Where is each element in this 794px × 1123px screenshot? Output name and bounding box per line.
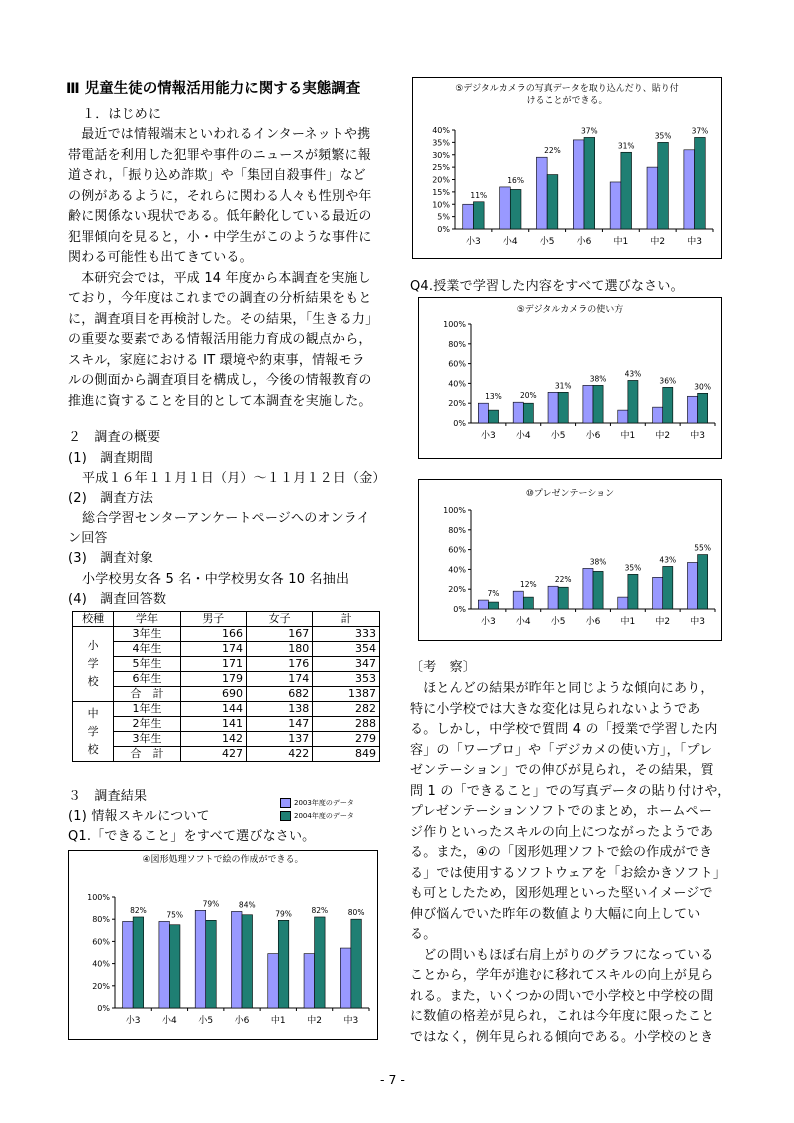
discussion-heading: 〔考 察〕 <box>410 660 477 675</box>
overview-heading: ２ 調査の概要 <box>68 430 161 445</box>
bar-2003 <box>304 954 315 1008</box>
bar-2004 <box>698 555 708 609</box>
text-line: の例があるように，それらに関わる人々も性別や年 <box>68 188 372 204</box>
bar-2003 <box>268 954 279 1008</box>
bar-2003 <box>583 385 593 423</box>
text-line: ルの側面から調査項目を構成し，今後の情報教育の <box>68 373 372 388</box>
results-subheading: (1) 情報スキルについて <box>68 809 210 824</box>
text-line: ことから，学年が進むに移れてスキルの向上が見ら <box>410 968 714 983</box>
text-line: 問 1 の「できること」での写真データの貼り付けや， <box>410 783 731 799</box>
text-line: の重要な要素である情報活用能力育成の観点から， <box>68 332 372 347</box>
boys-cell: 144 <box>180 702 246 717</box>
y-tick-label: 80% <box>92 915 110 925</box>
chart-title-line: けることができる。 <box>526 96 608 106</box>
table-row <box>73 732 380 747</box>
chart-camera-usage <box>418 297 722 459</box>
bar-2004 <box>593 385 603 423</box>
grade-cell: 合 計 <box>114 747 180 762</box>
table-header: 校種 <box>73 612 114 627</box>
x-tick-label: 小5 <box>198 1016 214 1026</box>
girls-cell: 167 <box>246 627 312 642</box>
y-tick-label: 20% <box>448 399 466 409</box>
boys-cell: 166 <box>180 627 246 642</box>
girls-cell: 180 <box>246 642 312 657</box>
bar-2004 <box>628 574 638 609</box>
text-line: どの問いもほぼ右肩上がりのグラフになっている <box>410 947 714 963</box>
data-label: 31% <box>554 381 572 391</box>
intro-heading: １．はじめに <box>82 107 162 122</box>
bar-2004 <box>621 152 632 229</box>
text-line: 関わる可能性も出てきている。 <box>68 250 253 265</box>
total-cell: 849 <box>313 747 380 762</box>
bar-2004 <box>242 915 253 1008</box>
bar-2003 <box>687 562 697 609</box>
girls-cell: 138 <box>246 702 312 717</box>
school-type-char: 中 <box>87 706 99 720</box>
y-tick-label: 25% <box>432 163 450 173</box>
total-cell: 354 <box>313 642 380 657</box>
x-tick-label: 中3 <box>687 237 702 247</box>
text-line: 伸び悩んでいた昨年の数値より大幅に向上してい <box>410 906 701 922</box>
grade-cell: 4年生 <box>114 642 180 657</box>
x-tick-label: 小6 <box>576 237 592 247</box>
y-tick-label: 20% <box>448 585 466 595</box>
bar-2004 <box>488 602 498 609</box>
grade-cell: 合 計 <box>114 687 180 702</box>
method-value-cont: ン回答 <box>68 531 108 546</box>
school-type-elementary <box>73 627 114 702</box>
x-tick-label: 中2 <box>655 617 671 627</box>
results-heading: ３ 調査結果 <box>68 789 148 804</box>
bar-2004 <box>698 393 708 423</box>
total-cell: 347 <box>313 657 380 672</box>
intro-paragraph-1 <box>68 125 378 412</box>
data-label: 37% <box>691 126 709 136</box>
school-type-char: 学 <box>87 724 99 738</box>
y-tick-label: 20% <box>92 981 110 991</box>
bar-2004 <box>523 403 533 423</box>
bar-2004 <box>695 137 706 229</box>
chart-title: ⑤デジタルカメラの使い方 <box>516 305 624 315</box>
text-line: ゼンテーション」での伸びが見られ，その結果，質 <box>410 763 714 778</box>
bar-2004 <box>278 920 289 1008</box>
question-1: Q1.「できること」をすべて選びなさい。 <box>68 829 316 844</box>
bar-2003 <box>159 921 170 1008</box>
data-label: 84% <box>238 900 256 910</box>
x-tick-label: 小3 <box>125 1016 141 1026</box>
data-label: 79% <box>275 909 292 919</box>
total-cell: 279 <box>313 732 380 747</box>
x-tick-label: 小6 <box>234 1016 250 1026</box>
total-cell: 282 <box>313 702 380 717</box>
chart-plot <box>69 851 377 1039</box>
legend-label: 2003年度のデータ <box>294 799 354 807</box>
chart-camera-data <box>412 77 722 259</box>
legend-swatch-2004 <box>280 811 291 821</box>
chart-plot <box>419 480 721 640</box>
bar-2004 <box>584 137 595 229</box>
method-value: 総合学習センターアンケートページへのオンライ <box>82 511 370 526</box>
total-cell: 288 <box>313 717 380 732</box>
table-header: 学年 <box>114 612 180 627</box>
y-tick-label: 5% <box>437 212 450 222</box>
x-tick-label: 中2 <box>307 1016 322 1026</box>
bar-2003 <box>500 187 511 229</box>
grade-cell: 3年生 <box>114 627 180 642</box>
legend-2003 <box>280 798 354 808</box>
data-label: 75% <box>166 910 184 920</box>
x-tick-label: 小4 <box>515 617 531 627</box>
text-line: に数値の格差が見られ，これは今年度に限ったこと <box>410 1009 715 1024</box>
table-row <box>73 642 380 657</box>
x-tick-label: 小6 <box>585 431 601 441</box>
legend-2004 <box>280 811 354 821</box>
school-type-char: 学 <box>87 657 99 670</box>
data-label: 12% <box>520 580 537 590</box>
x-tick-label: 小4 <box>515 431 531 441</box>
text-line: プレゼンテーションソフトでのまとめ，ホームペー <box>410 804 713 819</box>
text-line: も可としたため，図形処理といった堅いイメージで <box>410 886 713 901</box>
boys-cell: 179 <box>180 672 246 687</box>
x-tick-label: 小3 <box>481 617 496 627</box>
data-label: 16% <box>507 175 524 185</box>
x-tick-label: 小3 <box>466 237 481 247</box>
legend-swatch-2003 <box>280 798 291 808</box>
x-tick-label: 中2 <box>650 237 666 247</box>
bar-2003 <box>687 396 697 423</box>
y-tick-label: 100% <box>443 320 466 329</box>
x-tick-label: 中3 <box>690 431 705 441</box>
text-line: ほとんどの結果が昨年と同じような傾向にあり， <box>410 681 714 696</box>
text-line: る」では使用するソフトウェアを「お絵かきソフト」 <box>410 865 727 881</box>
table-row <box>73 672 380 687</box>
y-tick-label: 0% <box>453 605 466 614</box>
y-tick-label: 20% <box>432 175 450 185</box>
text-line: スキル，家庭における IT 環境や約束事，情報モラ <box>68 352 365 368</box>
grade-cell: 3年生 <box>114 732 180 747</box>
bar-2004 <box>663 387 673 423</box>
bar-2003 <box>463 204 474 229</box>
x-tick-label: 小4 <box>162 1016 177 1026</box>
x-tick-label: 中1 <box>613 237 629 247</box>
data-label: 38% <box>589 557 607 567</box>
question-4: Q4.授業で学習した内容をすべて選びなさい。 <box>410 279 684 294</box>
x-tick-label: 小5 <box>550 617 566 627</box>
bar-2003 <box>536 157 547 229</box>
method-label: (2) 調査方法 <box>68 491 154 506</box>
y-tick-label: 40% <box>448 565 466 575</box>
text-line: 最近では情報端末といわれるインターネットや携 <box>68 127 371 142</box>
y-tick-label: 30% <box>432 150 450 160</box>
legend-label: 2004年度のデータ <box>294 812 354 820</box>
table-row <box>73 717 380 732</box>
page-number: - 7 - <box>380 1072 405 1087</box>
bar-2003 <box>513 402 523 423</box>
bar-2004 <box>206 920 217 1008</box>
y-tick-label: 60% <box>448 545 466 555</box>
grade-cell: 6年生 <box>114 672 180 687</box>
data-label: 43% <box>659 555 677 565</box>
text-line: に，調査項目を再検討した。その結果，「生きる力」 <box>68 311 379 327</box>
table-row <box>73 702 380 717</box>
x-tick-label: 小4 <box>502 237 518 247</box>
data-label: 31% <box>617 141 635 151</box>
bar-2003 <box>548 392 558 423</box>
school-type-char: 校 <box>87 675 99 688</box>
y-tick-label: 40% <box>92 959 110 969</box>
y-tick-label: 10% <box>432 200 450 210</box>
bar-2004 <box>169 925 180 1008</box>
data-label: 55% <box>694 543 711 553</box>
table-header: 計 <box>313 612 380 627</box>
y-tick-label: 60% <box>92 937 110 947</box>
x-tick-label: 中3 <box>690 617 705 627</box>
text-line: 道され，「振り込め詐欺」や「集団自殺事件」など <box>68 168 366 183</box>
chart-title: ④図形処理ソフトで絵の作成ができる。 <box>142 855 304 865</box>
text-line: ており，今年度はこれまでの調査の分析結果をもと <box>68 291 372 306</box>
bar-2004 <box>488 410 498 423</box>
bar-2004 <box>658 142 669 229</box>
data-label: 35% <box>624 563 642 573</box>
data-label: 79% <box>202 899 220 909</box>
chart-drawing-software <box>68 850 378 1040</box>
text-line: る。しかし，中学校で質問 4 の「授業で学習した内 <box>410 722 718 737</box>
total-cell: 1387 <box>313 687 380 702</box>
table-header: 女子 <box>246 612 312 627</box>
chart-title: ⑩プレゼンテーション <box>525 489 615 499</box>
table-row <box>73 627 380 642</box>
y-tick-label: 35% <box>432 138 450 148</box>
bar-2004 <box>663 566 673 609</box>
text-line: ジ作りといったスキルの向上につながったようであ <box>410 824 714 840</box>
text-line: 帯電話を利用した犯罪や事件のニュースが頻繁に報 <box>68 147 371 163</box>
data-label: 22% <box>554 575 572 585</box>
total-cell: 333 <box>313 627 380 642</box>
bar-2003 <box>573 140 584 229</box>
bar-2003 <box>478 600 488 609</box>
y-tick-label: 40% <box>448 379 466 389</box>
bar-2003 <box>195 910 206 1008</box>
bar-2004 <box>558 392 568 423</box>
text-line: 容」の「ワープロ」や「デジカメの使い方」，「プレ <box>410 742 713 758</box>
bar-2003 <box>513 591 523 609</box>
table-row <box>73 687 380 702</box>
x-tick-label: 中1 <box>620 431 636 441</box>
total-cell: 353 <box>313 672 380 687</box>
school-type-char: 校 <box>87 742 99 756</box>
data-label: 20% <box>520 391 537 401</box>
section-title: Ⅲ 児童生徒の情報活用能力に関する実態調査 <box>66 81 361 97</box>
y-tick-label: 60% <box>448 359 466 369</box>
discussion-body <box>410 679 730 1048</box>
grade-cell: 1年生 <box>114 702 180 717</box>
bar-2003 <box>653 407 663 423</box>
data-label: 80% <box>347 908 365 918</box>
text-line: 特に小学校では大きな変化は見られないようであ <box>410 701 701 717</box>
table-header-row <box>73 612 380 627</box>
bar-2003 <box>653 577 663 609</box>
y-tick-label: 100% <box>443 506 466 515</box>
bar-2003 <box>684 150 695 229</box>
x-tick-label: 小6 <box>585 617 601 627</box>
bar-2004 <box>315 917 326 1008</box>
chart-presentation <box>418 479 722 641</box>
period-value: 平成１６年１１月１日（月）～１１月１２日（金） <box>82 471 386 486</box>
bar-2003 <box>618 597 628 609</box>
y-tick-label: 80% <box>448 525 466 535</box>
text-line: れる。また，いくつかの問いで小学校と中学校の間 <box>410 988 714 1004</box>
data-label: 11% <box>470 190 488 200</box>
girls-cell: 147 <box>246 717 312 732</box>
text-line: 本研究会では，平成 14 年度から本調査を実施し <box>68 270 371 286</box>
bar-2003 <box>610 182 621 229</box>
chart-plot <box>419 298 721 458</box>
chart-title-line: ⑤デジタルカメラの写真データを取り込んだり、貼り付 <box>455 84 679 94</box>
x-tick-label: 小3 <box>481 431 496 441</box>
boys-cell: 174 <box>180 642 246 657</box>
data-label: 13% <box>485 392 502 402</box>
boys-cell: 141 <box>180 717 246 732</box>
data-label: 35% <box>654 131 672 141</box>
x-tick-label: 小5 <box>550 431 566 441</box>
girls-cell: 137 <box>246 732 312 747</box>
x-tick-label: 小5 <box>539 237 555 247</box>
target-label: (3) 調査対象 <box>68 551 154 566</box>
bar-2004 <box>510 189 521 229</box>
y-tick-label: 100% <box>87 893 110 902</box>
x-tick-label: 中1 <box>270 1016 286 1026</box>
y-tick-label: 80% <box>448 339 466 349</box>
y-tick-label: 15% <box>432 187 450 197</box>
data-label: 36% <box>659 376 677 386</box>
bar-2003 <box>647 167 658 229</box>
girls-cell: 176 <box>246 657 312 672</box>
bar-2003 <box>340 948 351 1008</box>
girls-cell: 174 <box>246 672 312 687</box>
data-label: 82% <box>311 905 329 915</box>
y-tick-label: 0% <box>437 225 450 234</box>
bar-2003 <box>583 568 593 609</box>
boys-cell: 171 <box>180 657 246 672</box>
bar-2004 <box>523 597 533 609</box>
bar-2003 <box>231 911 242 1008</box>
table-row <box>73 657 380 672</box>
boys-cell: 690 <box>180 687 246 702</box>
bar-2004 <box>133 917 144 1008</box>
bar-2003 <box>548 586 558 609</box>
bar-2004 <box>558 587 568 609</box>
bar-2003 <box>123 921 134 1008</box>
grade-cell: 2年生 <box>114 717 180 732</box>
table-row <box>73 747 380 762</box>
y-tick-label: 0% <box>97 1004 110 1013</box>
data-label: 38% <box>589 374 607 384</box>
text-line: 推進に資することを目的として本調査を実施した。 <box>68 393 372 409</box>
girls-cell: 682 <box>246 687 312 702</box>
data-label: 7% <box>487 589 500 599</box>
text-line: る。また，④の「図形処理ソフトで絵の作成ができ <box>410 845 713 860</box>
target-value: 小学校男女各 5 名・中学校男女各 10 名抽出 <box>82 572 350 587</box>
period-label: (1) 調査期間 <box>68 451 154 466</box>
text-line: る。 <box>410 927 437 942</box>
y-tick-label: 0% <box>453 419 466 428</box>
boys-cell: 142 <box>180 732 246 747</box>
grade-cell: 5年生 <box>114 657 180 672</box>
school-type-char: 小 <box>87 639 99 652</box>
bar-2004 <box>473 202 484 229</box>
data-label: 82% <box>130 905 147 915</box>
text-line: ではなく，例年見られる傾向である。小学校のとき <box>410 1029 714 1045</box>
x-tick-label: 中1 <box>620 617 636 627</box>
bar-2004 <box>547 175 558 229</box>
boys-cell: 427 <box>180 747 246 762</box>
data-label: 30% <box>694 382 711 392</box>
count-label: (4) 調査回答数 <box>68 592 167 607</box>
bar-2004 <box>351 919 362 1008</box>
bar-2003 <box>618 410 628 423</box>
bar-2004 <box>593 571 603 609</box>
text-line: 犯罪傾向を見ると，小・中学生がこのような事件に <box>68 229 372 245</box>
chart-plot <box>413 78 721 258</box>
data-label: 43% <box>624 369 642 379</box>
bar-2003 <box>478 403 488 423</box>
bar-2004 <box>628 380 638 423</box>
x-tick-label: 中3 <box>343 1016 359 1026</box>
table-header: 男子 <box>180 612 246 627</box>
x-tick-label: 中2 <box>655 431 671 441</box>
text-line: 齢に関係ない現状である。低年齢化している最近の <box>68 209 372 224</box>
data-label: 22% <box>544 146 561 156</box>
girls-cell: 422 <box>246 747 312 762</box>
y-tick-label: 40% <box>432 126 450 135</box>
school-type-junior <box>73 702 114 762</box>
response-count-table <box>72 611 380 762</box>
data-label: 37% <box>581 126 598 136</box>
